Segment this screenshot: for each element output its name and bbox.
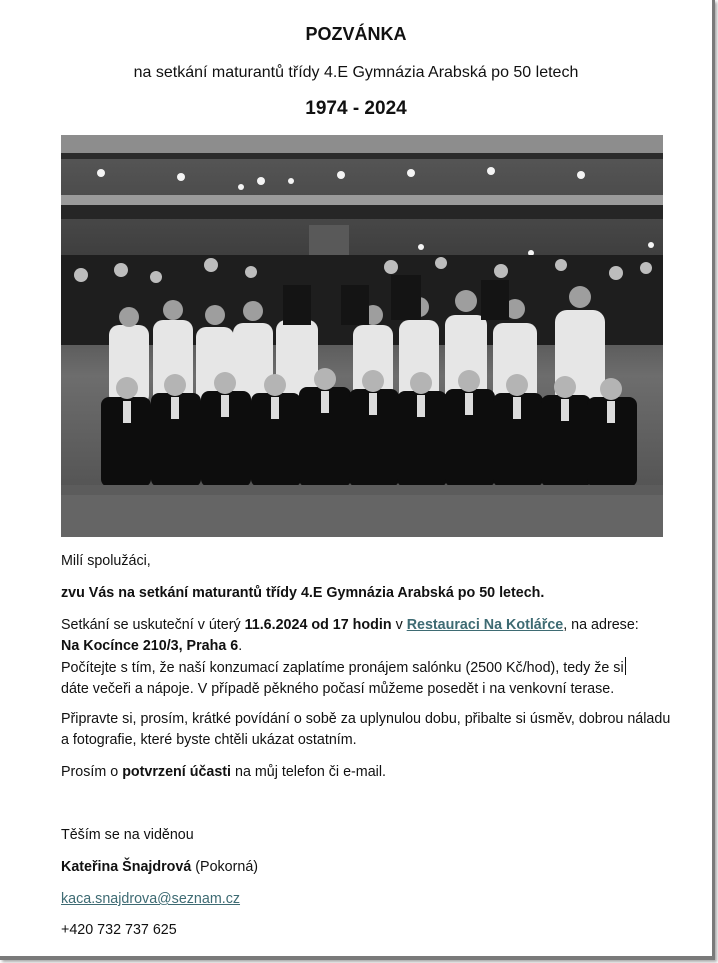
sender-name: Kateřina Šnajdrová [61, 859, 192, 875]
class-reunion-photo [61, 135, 663, 537]
rsvp-paragraph [61, 762, 676, 783]
rsvp-text-c: na můj telefon či e-mail. [231, 764, 386, 780]
rental-line-1: Počítejte s tím, že naší konzumací zaplatíme pronájem salónku (2500 Kč/hod), tedy že si [61, 660, 624, 676]
email-line [61, 889, 676, 910]
phone-number: +420 732 737 625 [61, 922, 177, 938]
years-heading: 1974 - 2024 [305, 98, 407, 119]
restaurant-link[interactable]: Restauraci Na Kotlářce [406, 617, 564, 633]
meeting-text-d: . [238, 638, 243, 654]
meeting-text-a: Setkání se uskuteční v úterý [61, 617, 245, 633]
invite-line: zvu Vás na setkání maturantů třídy 4.E Gymnázia Arabská po 50 letech. [61, 585, 545, 601]
farewell: Těším se na viděnou [61, 827, 194, 843]
meeting-date: 11.6.2024 od 17 hodin [244, 617, 392, 633]
rsvp-text-a: Prosím o [61, 764, 123, 780]
page-title: POZVÁNKA [305, 24, 407, 44]
meeting-text-b: v [391, 617, 407, 633]
signature [61, 857, 676, 878]
prepare-paragraph: Připravte si, prosím, krátké povídání o sobě za uplynulou dobu, přibalte si úsměv, dobrou náladu a fotografie, které byste chtěli ukázat ostatním. [61, 711, 671, 748]
meeting-text-c: , na adrese: [563, 617, 639, 633]
text-cursor [625, 657, 626, 675]
email-link[interactable]: kaca.snajdrova@seznam.cz [61, 891, 241, 907]
rental-line-2: dáte večeři a nápoje. V případě pěkného počasí můžeme posedět i na venkovní terase. [61, 681, 615, 697]
page-subtitle: na setkání maturantů třídy 4.E Gymnázia Arabská po 50 letech [133, 64, 579, 81]
sender-maiden-name: (Pokorná) [191, 859, 259, 875]
rsvp-confirmation: potvrzení účasti [122, 764, 232, 780]
meeting-address: Na Kocínce 210/3, Praha 6 [61, 638, 239, 654]
class-reunion-photo-icon [61, 135, 663, 537]
greeting: Milí spolužáci, [61, 553, 151, 569]
meeting-details [61, 615, 676, 700]
